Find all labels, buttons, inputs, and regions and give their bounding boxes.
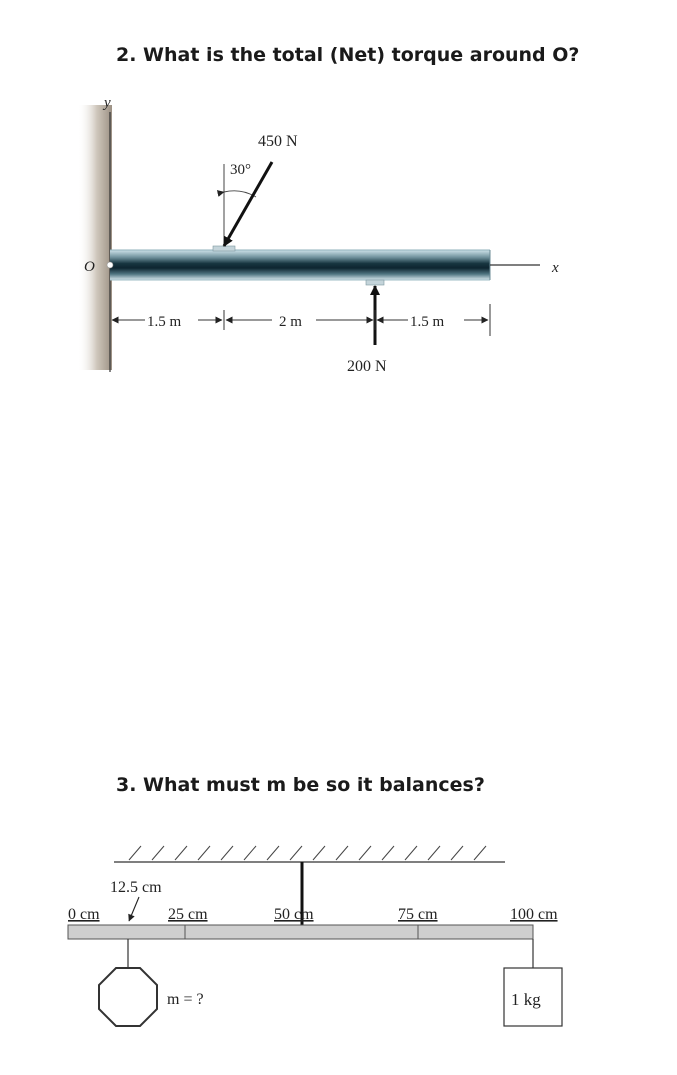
dimension-3-label: 1.5 m: [410, 314, 445, 330]
pointer-12-5-arrow: [129, 897, 139, 921]
meter-stick: [68, 925, 533, 939]
wall: [78, 105, 112, 370]
label-12-5-cm: 12.5 cm: [110, 879, 162, 896]
dimension-2-label: 2 m: [279, 314, 302, 330]
ceiling-hatching: [129, 846, 486, 860]
known-mass-label: 1 kg: [511, 990, 541, 1009]
beam: [110, 250, 490, 280]
x-axis-label: x: [552, 260, 559, 276]
question-3-title: 3. What must m be so it balances?: [116, 774, 485, 796]
force-450-label: 450 N: [258, 133, 298, 150]
dimension-1-label: 1.5 m: [147, 314, 182, 330]
y-axis-label: y: [104, 95, 111, 111]
origin-label: O: [84, 259, 95, 275]
top-bracket: [213, 246, 235, 251]
unknown-mass-label: m = ?: [167, 991, 204, 1008]
angle-label: 30°: [230, 162, 251, 178]
label-100-cm: 100 cm: [510, 906, 558, 923]
force-200-label: 200 N: [347, 358, 387, 375]
torque-diagram: [78, 95, 559, 375]
label-25-cm: 25 cm: [168, 906, 208, 923]
unknown-mass-weight: [99, 968, 157, 1026]
balance-diagram: [68, 846, 562, 1026]
label-50-cm: 50 cm: [274, 906, 314, 923]
bottom-bracket: [366, 280, 384, 285]
question-2-title: 2. What is the total (Net) torque around O?: [116, 44, 580, 66]
label-0-cm: 0 cm: [68, 906, 100, 923]
label-75-cm: 75 cm: [398, 906, 438, 923]
